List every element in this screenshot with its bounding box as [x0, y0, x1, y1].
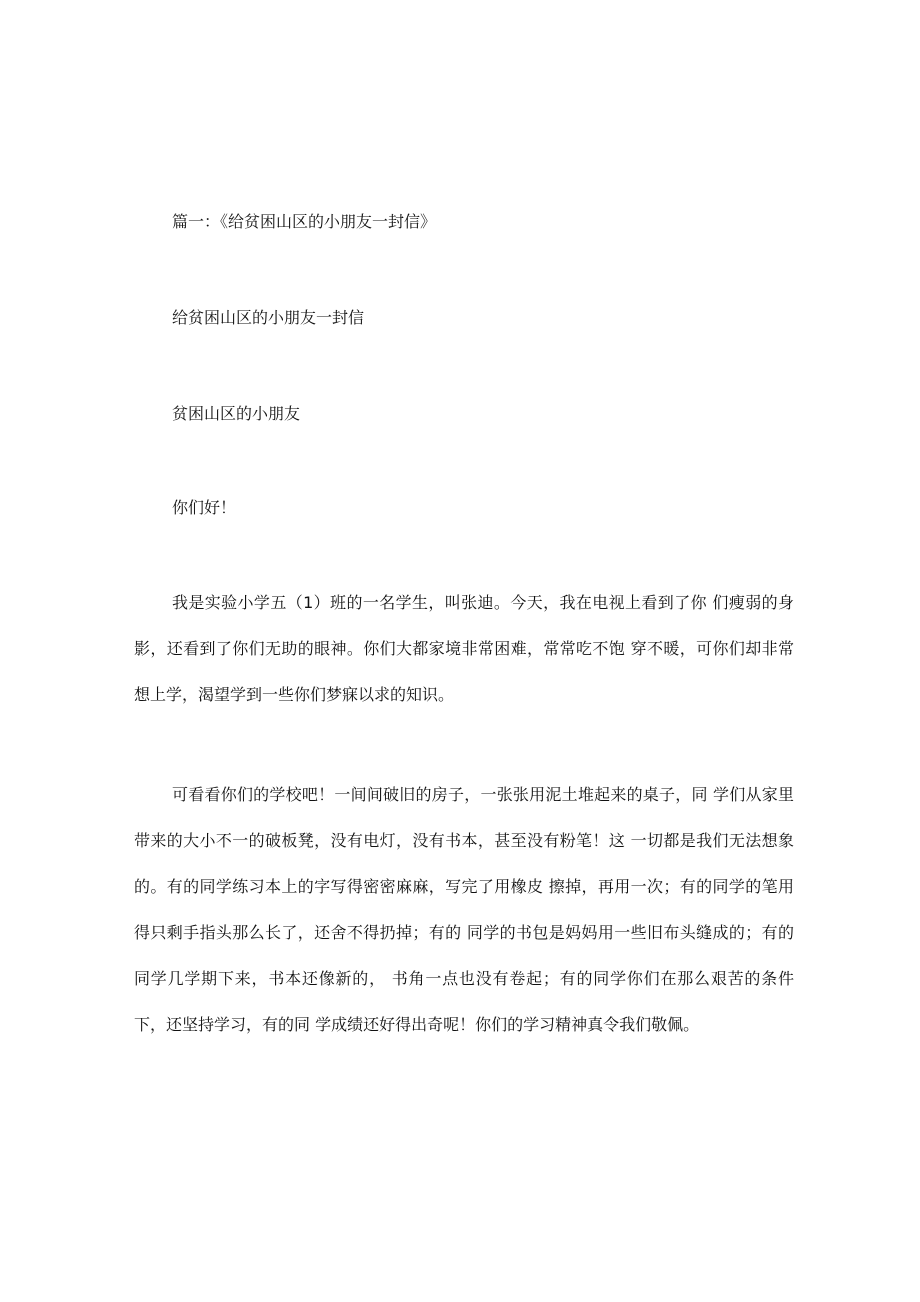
letter-greeting: 你们好！: [172, 498, 237, 517]
letter-title: 给贫困山区的小朋友一封信: [172, 308, 365, 327]
letter-salutation: 贫困山区的小朋友: [172, 404, 301, 423]
section-heading: 篇一：《给贫困山区的小朋友一封信》: [172, 212, 437, 231]
body-paragraph-2: 可看看你们的学校吧！一间间破旧的房子，一张张用泥土堆起来的桌子，同 学们从家里带来的大小不一的破板凳，没有电灯，没有书本，甚至没有粉笔！这 一切都是我们无法想象的。有的同学练习本上的字写得密密麻麻，写完了用橡皮 擦掉，再用一次；有的同学的笔用得只剩手指头那么长了，还舍不得扔掉；有的 同学的书包是妈妈用一些旧布头缝成的；有的同学几学期下来，书本还像新的， 书角一点也没有卷起；有的同学你们在那么艰苦的条件下，还坚持学习，有的同 学成绩还好得出奇呢！你们的学习精神真令我们敬佩。: [134, 785, 794, 1034]
body-paragraph-1: 我是实验小学五（1）班的一名学生，叫张迪。今天，我在电视上看到了你 们瘦弱的身影，还看到了你们无助的眼神。你们大都家境非常困难，常常吃不饱 穿不暖，可你们却非常想上学，渴望学到一些你们梦寐以求的知识。: [134, 593, 794, 704]
